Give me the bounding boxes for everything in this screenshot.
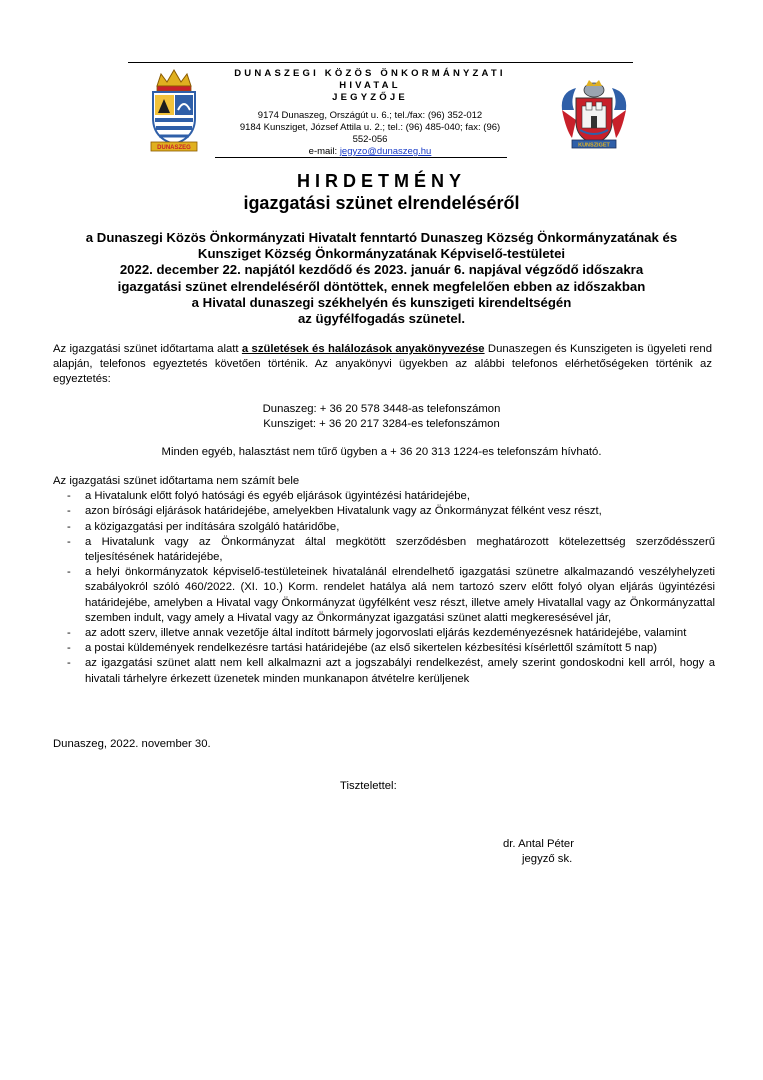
- phone-kunsziget: Kunsziget: + 36 20 217 3284-es telefonszámon: [263, 418, 500, 430]
- svg-text:KUNSZIGET: KUNSZIGET: [578, 142, 610, 149]
- list-item-text: az igazgatási szünet alatt nem kell alkalmazni azt a jogszabályi rendelkezést, amely szerint gondoskodni kell arról, hogy a hivatali tárhelyre érkezett üzenetek minden munkanapon átvételre kerüljenek: [85, 657, 715, 685]
- list-item-text: azon bírósági eljárások határidejébe, amelyekben Hivatalunk vagy az Önkormányzat félként vesz részt,: [85, 505, 602, 518]
- email-link[interactable]: jegyzo@dunaszeg.hu: [339, 146, 432, 157]
- list-item: [53, 626, 715, 641]
- dash-bullet: -: [67, 566, 71, 579]
- dash-bullet: -: [67, 535, 71, 548]
- exceptions-list: [53, 489, 715, 687]
- greeting: Tisztelettel:: [340, 780, 397, 792]
- decision-line: a Hivatal dunaszegi székhelyén és kunszigeti kirendeltségén: [191, 294, 572, 310]
- decision-line: az ügyfélfogadás szünetel.: [297, 311, 466, 327]
- urgent-phone-note: Minden egyéb, halasztást nem tűrő ügyben a + 36 20 313 1224-es telefonszám hívható.: [161, 446, 602, 458]
- svg-text:DUNASZEG: DUNASZEG: [157, 145, 191, 151]
- dunaszeg-coat-of-arms-icon: [145, 68, 203, 152]
- page-subtitle: igazgatási szünet elrendeléséről: [243, 193, 520, 213]
- dash-bullet: -: [67, 657, 71, 670]
- list-item: [53, 489, 715, 504]
- letterhead: [215, 68, 525, 158]
- org-name-line3: JEGYZŐJE: [332, 92, 408, 103]
- address-kunsziget: 9184 Kunsziget, József Attila u. 2.; tel.: (96) 485-040; fax: (96): [239, 122, 501, 133]
- org-name-line1: DUNASZEGI KÖZÖS ÖNKORMÁNYZATI: [234, 68, 506, 79]
- phone-dunaszeg: Dunaszeg: + 36 20 578 3448-as telefonszámon: [262, 403, 501, 415]
- page-title: HIRDETMÉNY: [296, 171, 466, 191]
- list-item: [53, 565, 715, 626]
- registry-emphasis: a születések és halálozások anyakönyvezése: [241, 343, 485, 355]
- dash-bullet: -: [67, 505, 71, 518]
- address-block: [215, 110, 525, 158]
- dash-bullet: -: [67, 627, 71, 640]
- header-top-rule: [128, 62, 633, 63]
- registry-text-before: Az igazgatási szünet időtartama alatt: [53, 343, 242, 355]
- list-item-text: a Hivatalunk vagy az Önkormányzat által megkötött szerződésben meghatározott kötelezettség szerződésszerű teljesítésének határidejébe,: [85, 535, 715, 564]
- org-name-line2: HIVATAL: [339, 80, 401, 91]
- decision-line: igazgatási szünet elrendeléséről döntöttek, ennek megfelelően ebben az időszakban: [117, 278, 646, 294]
- signatory-name: dr. Antal Péter: [503, 838, 574, 850]
- address-dunaszeg: 9174 Dunaszeg, Országút u. 6.; tel./fax: (96) 352-012: [257, 110, 483, 121]
- dash-bullet: -: [67, 642, 71, 655]
- list-item-text: a Hivatalunk előtt folyó hatósági és egyéb eljárások ügyintézési határidejébe,: [85, 490, 470, 503]
- list-item: [53, 535, 715, 565]
- address-fax-cont: 552-056: [352, 134, 388, 145]
- email-label: e-mail:: [308, 146, 338, 157]
- exceptions-section: [53, 474, 715, 687]
- list-item: [53, 520, 715, 535]
- signatory-title: jegyző sk.: [522, 853, 573, 865]
- registry-text-after: Dunaszegen és Kunszigeten is ügyeleti rend alapján, telefonos egyeztetés követően történik. Az anyakönyvi ügyekben az alábbi telefonos elérhetőségeken történik az egyeztetés:: [53, 343, 712, 386]
- list-item-text: az adott szerv, illetve annak vezetője által indított bármely jogorvoslati eljárás kezdeményezésnek határidejébe, valamint: [85, 627, 687, 640]
- kunsziget-coat-of-arms-icon: [558, 80, 630, 150]
- dash-bullet: -: [67, 520, 71, 533]
- decision-block: [40, 230, 723, 327]
- list-item-text: a közigazgatási per indítására szolgáló határidőbe,: [85, 520, 340, 533]
- decision-line: Kunsziget Község Önkormányzatának Képviselő-testületei: [197, 246, 566, 262]
- exceptions-intro: Az igazgatási szünet időtartama nem számít bele: [53, 475, 300, 487]
- header-bottom-rule: [215, 157, 507, 158]
- list-item: [53, 641, 715, 656]
- list-item: [53, 656, 715, 686]
- list-item-text: a helyi önkormányzatok képviselő-testületeinek hivatalánál elrendelhető igazgatási szünetre alkalmazandó veszélyhelyzeti szabályokról szóló 460/2022. (XI. 10.) Korm. rendelet hatálya alá nem tartozó szerv előtt folyó olyan eljárás ügyintézési határidejébe, amelyben a Hivatal vagy Önkormányzat ügyfélként vesz részt, illetve amely Hivatallal vagy az Önkormányzattal szemben indult, vagy amely a Hivatal vagy az Önkormányzat igazgatási szünet alatti megkeresésével jár,: [85, 566, 715, 624]
- issue-date: Dunaszeg, 2022. november 30.: [53, 738, 211, 750]
- list-item: [53, 504, 715, 519]
- decision-line: 2022. december 22. napjától kezdődő és 2023. január 6. napjával végződő időszakra: [119, 262, 644, 278]
- registry-paragraph: [53, 342, 712, 388]
- dash-bullet: -: [67, 490, 71, 503]
- decision-line: a Dunaszegi Közös Önkormányzati Hivatalt fenntartó Dunaszeg Község Önkormányzatának és: [85, 230, 678, 245]
- list-item-text: a postai küldemények rendelkezésre tartási határidejébe (az első sikertelen kézbesítési kísérlettől számított 5 nap): [85, 642, 658, 655]
